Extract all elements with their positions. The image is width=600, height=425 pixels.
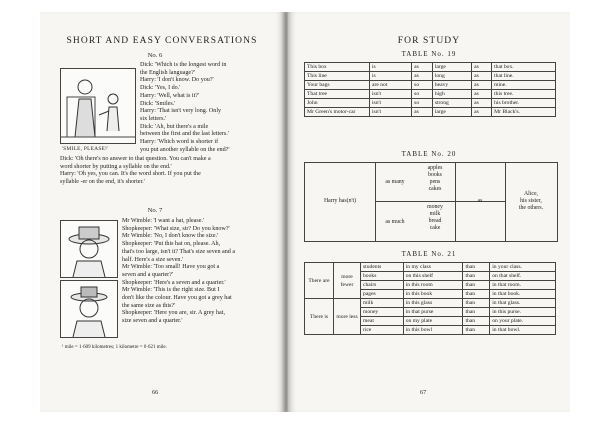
text-line: size seven and a quarter.' [122, 318, 183, 325]
section-6-text [140, 62, 278, 154]
table-row: John isn't so strong as his brother. [305, 99, 556, 108]
text-line: Shopkeeper: 'Put this hat on, please. Ah, [122, 241, 221, 248]
text-line: that's too large, isn't it? That's size seven and a [122, 248, 236, 255]
right-running-head: FOR STUDY [397, 36, 461, 46]
hat-illustration-top [60, 220, 118, 278]
text-line: Harry: 'Oh yes, you can. It's the word short. If you put the [60, 171, 201, 178]
table-line [375, 163, 376, 241]
open-book [40, 12, 570, 412]
text-line: word shorter by putting a syllable on the end.' [60, 163, 172, 170]
table-row: chairs in this room than in that room. [305, 281, 556, 290]
table-19-title: TABLE No. 19 [401, 50, 457, 58]
table-row: rice in this bowl than in that bowl. [305, 326, 556, 335]
text-line: Dick: 'Smiles.' [140, 100, 176, 107]
text-line: Dick: 'Oh there's no answer to that question. You can't make a [60, 156, 211, 162]
illustration-caption: 'SMILE, PLEASE!' [62, 146, 109, 152]
table-row: Your bags are not so heavy as mine. [305, 81, 556, 90]
table-row: This line is as long as that line. [305, 72, 556, 81]
table-20 [304, 162, 558, 242]
table-20-much: as much [385, 219, 405, 225]
text-line: don't like the colour. Have you got a grey hat [122, 295, 232, 302]
table-20-many-items: apples books pens cakes [427, 165, 443, 192]
text-line: the English language?' [140, 69, 195, 76]
text-line: Dick: 'Which is the longest word in [140, 62, 227, 68]
text-line: Mr Wimble: 'This is the right size. But I [122, 287, 220, 294]
text-line: syllable -er on the end, it's shorter.' [60, 179, 145, 186]
text-line: Dick: 'Ah, but there's a mile [140, 123, 209, 130]
section-7-text [122, 218, 278, 326]
table-19 [304, 62, 556, 117]
text-line: Harry: 'That isn't very long. Only [140, 108, 222, 115]
table-row: Mr Green's motor-car isn't as large as Mr Black's. [305, 108, 556, 117]
text-line: you put another syllable on the end?' [140, 146, 230, 153]
text-line: between the first and the last letters.' [140, 131, 229, 138]
text-line: seven and a quarter?' [122, 271, 174, 278]
text-line: Shopkeeper: 'Here you are, sir. A grey hat, [122, 310, 225, 317]
text-line: Shopkeeper: 'What size, sir? Do you know?' [122, 225, 230, 232]
page-number-right: 67 [420, 389, 427, 396]
table-20-as: as [477, 198, 483, 204]
text-line: Dick: 'Yes, I do.' [140, 85, 181, 92]
text-line: Harry: 'I don't know. Do you?' [140, 77, 214, 84]
table-row: This box is as large as that box. [305, 63, 556, 72]
text-line: Harry: 'Which word is shorter if [140, 139, 219, 146]
text-line: Harry: 'Well, what is it?' [140, 92, 200, 99]
table-20-objects: Alice, his sister, the others. [518, 191, 544, 211]
page-number-left: 66 [152, 389, 159, 396]
table-row: money in that purse than in this purse. [305, 308, 556, 317]
table-row: meat on my plate than on your plate. [305, 317, 556, 326]
hat-illustration-bottom [60, 280, 118, 338]
table-row: There are more fewer students in my class than in your class. [305, 263, 556, 272]
section-6-continued [60, 156, 276, 187]
table-row: pages in this book than in that book. [305, 290, 556, 299]
text-line: Mr Wimble: 'No, I don't know the size.' [122, 233, 219, 240]
text-line: half. Here's a size seven.' [122, 256, 184, 263]
text-line: the same size as this?' [122, 302, 176, 309]
table-row: That tree isn't so high as this tree. [305, 90, 556, 99]
table-20-subject: Harry has(n't) [323, 198, 357, 204]
smile-illustration [60, 68, 136, 144]
section-7-heading: No. 7 [147, 207, 163, 214]
table-21-title: TABLE No. 21 [401, 250, 457, 258]
left-running-head: SHORT AND EASY CONVERSATIONS [66, 36, 258, 46]
footnote: ¹ mile = 1·609 kilometres; 1 kilometre = 0·621 mile. [62, 345, 167, 350]
table-20-much-items: money milk bread cake [427, 204, 443, 231]
text-line: Shopkeeper: 'Here's a seven and a quarter.' [122, 279, 226, 286]
table-row: books on this shelf than on that shelf. [305, 272, 556, 281]
text-line: Mr Wimble: 'I want a hat, please.' [122, 218, 205, 224]
table-row: There is more less milk in this glass than in that glass. [305, 299, 556, 308]
text-line: six letters.' [140, 115, 167, 122]
right-page [288, 12, 570, 412]
table-20-title: TABLE No. 20 [401, 150, 457, 158]
table-20-many: as many [385, 179, 405, 185]
left-page [40, 12, 284, 412]
section-6-heading: No. 6 [147, 52, 163, 59]
text-line: Mr Wimble: 'Too small! Have you got a [122, 264, 220, 271]
table-21 [304, 262, 556, 335]
